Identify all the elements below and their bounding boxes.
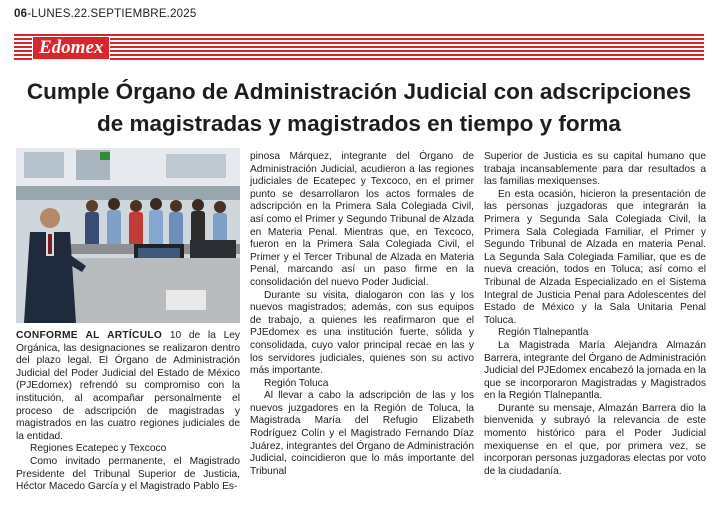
paragraph: Durante su visita, dialogaron con las y los nuevos magistrados; además, con sus equipos de trabajo, a quienes les reafirmaron que el PJEdomex es una institución fuerte, sólida y consolidada, cuyo valor principal recae en las y los servidores judiciales, quienes son su activo más importante. [250,289,474,377]
paragraph: Al llevar a cabo la adscripción de las y los nuevos juzgadores en la Región de Toluca, la Magistrada María del Refugio Elizabeth Rodríguez Colín y el Magistrado Fernando Díaz Juárez, integrantes del Órgano de Administración Judicial, coincidieron que lo más importante del Tribunal [250,390,474,477]
page-dateline [14,8,196,20]
section-stripe [14,34,704,60]
subhead-tlalnepantla: Región Tlalnepantla [498,327,589,339]
headline-line-2: de magistradas y magistrados en tiempo y forma [97,111,621,136]
article-column-1 [16,330,240,494]
article-headline [14,76,704,140]
article-column-3 [484,151,706,478]
section-label: Edomex [32,36,110,60]
paragraph-text: 10 de la Ley Orgánica, las designaciones se realizaron dentro del plazo legal. El Órgano de Administración Judicial del Poder Judicial del Estado de México (PJEdomex) refrendó su compromiso con la institución, al acompañar personalmente el proceso de adscripción de magistradas y magistrados en las cuatro regiones judiciales de la entidad. [16,330,240,442]
paragraph: pinosa Márquez, integrante del Órgano de Administración Judicial, acudieron a las regiones judiciales de Ecatepec y Texcoco, en el primer punto se desarrollaron los actos formales de adscripción en la Primera Sala Colegiada Civil, así como el Primer y Segundo Tribunal de Alzada en Materia Penal. Mientras que, en Texcoco, fueron en la Primera Sala Colegiada Civil, el Primer y el Tercer Tribunal de Alzada en Materia Penal, marcando así un paso firme en la consolidación del nuevo Poder Judicial. [250,151,474,288]
paragraph: Durante su mensaje, Almazán Barrera dio la bienvenida y subrayó la relevancia de este momento histórico para el Poder Judicial mexiquense en el que, por primera vez, se incorporan personas juzgadoras electas por voto de la ciudadanía. [484,402,706,477]
paragraph: En esta ocasión, hicieron la presentación de las personas juzgadoras que integrarán la Primera y Segunda Sala Colegiada Civil, la Primera Sala Colegiada Familiar, el Primer y Segundo Tribunal de Alzada en materia Penal. La Segunda Sala Colegiada Familiar, que es de nueva creación, todos en Toluca; así como el Tribunal de Alzada Especializado en el Sistema Integral de Justicia Penal para Adolescentes del Estado de México y la Sala Unitaria Penal Toluca. [484,188,706,326]
paragraph: La Magistrada María Alejandra Almazán Barrera, integrante del Órgano de Administración Judicial del PJEdomex encabezó la jornada en la que se incorporaron Magistradas y Magistrados en la Región Tlalnepantla. [484,339,707,402]
article-column-2 [250,151,474,478]
photo-illustration [16,148,240,323]
date-text: -LUNES.22.SEPTIEMBRE.2025 [27,8,197,20]
paragraph [16,330,240,443]
subhead-ecatepec-texcoco: Regiones Ecatepec y Texcoco [30,443,167,455]
paragraph: Superior de Justicia es su capital humano que trabaja incansablemente para dar resultados a las familias mexiquenses. [484,151,706,188]
article-photo [16,148,240,323]
paragraph: Como invitado permanente, el Magistrado Presidente del Tribunal Superior de Justicia, Héctor Macedo García y el Magistrado Pablo Es- [16,455,240,493]
lead-in: CONFORME AL ARTÍCULO [16,330,163,341]
section-bar [14,34,704,60]
page-number: 06 [14,8,28,20]
subhead-toluca: Región Toluca [264,377,329,389]
headline-line-1: Cumple Órgano de Administración Judicial con adscripciones [26,79,692,104]
